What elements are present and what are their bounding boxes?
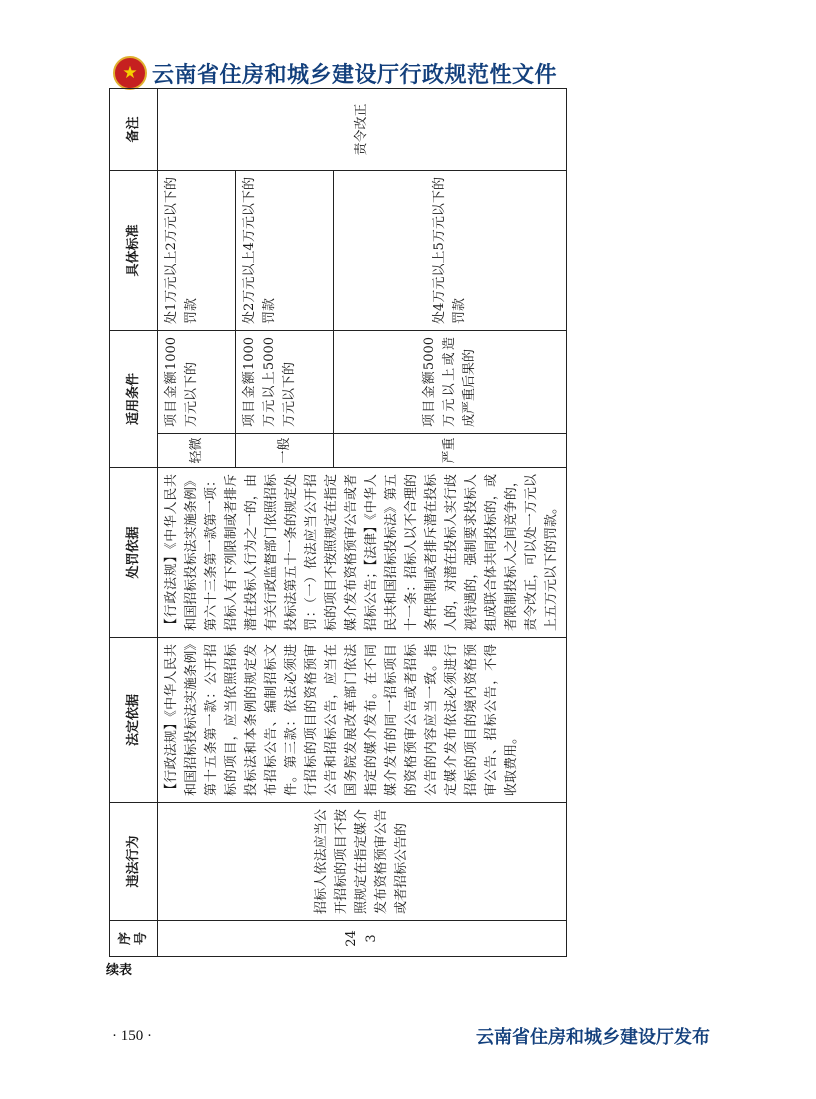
- row-legal-basis: 【行政法规】《中华人民共和国招标投标法实施条例》第十五条第一款：公开招标的项目，应当依照招标投标法和本条例的规定发布招标公告、编制招标文件。第三款：依法必须进行招标的项目的资格预审公告和招标公告，应当在国务院发展改革部门依法指定的媒介发布。在不同媒介发布的同一招标项目的资格预审公告或者招标公告的内容应当一致。指定媒介发布依法必须进行招标的项目的境内资格预审公告、招标公告，不得收取费用。: [158, 638, 567, 803]
- condition-minor: 项目金额1000万元以下的: [158, 330, 236, 433]
- condition-general: 项目金额1000万元以上5000万元以下的: [236, 330, 334, 433]
- row-remark: 责令改正: [158, 88, 567, 170]
- col-header-penalty-basis: 处罚依据: [110, 468, 158, 638]
- page-number: · 150 ·: [112, 1028, 152, 1044]
- row-seq: 243: [158, 921, 567, 957]
- degree-serious: [334, 434, 567, 468]
- row-violation: 招标人依法应当公开招标的项目不按照规定在指定媒介发布资格预审公告或者招标公告的: [158, 803, 567, 921]
- footer-publisher: 云南省住房和城乡建设厅发布: [476, 1027, 710, 1048]
- condition-serious: 项目金额5000万元以上或造成严重后果的: [334, 330, 567, 433]
- degree-serious-label: 严重: [442, 437, 457, 464]
- col-header-violation: 违法行为: [110, 803, 158, 921]
- national-emblem-icon: ★: [113, 56, 147, 90]
- col-header-legal-basis: 法定依据: [110, 638, 158, 803]
- standard-general: 处2万元以上4万元以下的罚款: [236, 170, 334, 330]
- degree-general-label: 一般: [276, 437, 292, 464]
- col-header-remark: 备注: [110, 88, 158, 170]
- rotated-table-wrapper: [109, 89, 561, 957]
- col-header-seq: 序号: [110, 921, 158, 957]
- col-header-standard: 具体标准: [110, 170, 158, 330]
- degree-minor: [158, 434, 236, 468]
- row-penalty-basis: 【行政法规】《中华人民共和国招标投标法实施条例》第六十三条第一款第一项：招标人有下列限制或者排斥潜在投标人行为之一的，由有关行政监督部门依照招标投标法第五十一条的规定处罚：（一）依法应当公开招标的项目不按照规定在指定媒介发布资格预审公告或者招标公告；【法律】《中华人民共和国招标投标法》第五十一条：招标人以不合理的条件限制或者排斥潜在投标人的，对潜在投标人实行歧视待遇的，强制要求投标人组成联合体共同投标的，或者限制投标人之间竞争的，责令改正，可以处一万元以上五万元以下的罚款。: [158, 468, 567, 638]
- degree-general: [236, 434, 334, 468]
- document-series-title: 云南省住房和城乡建设厅行政规范性文件: [152, 63, 558, 88]
- degree-minor-label: 轻微: [188, 437, 204, 464]
- standard-minor: 处1万元以上2万元以下的罚款: [158, 170, 236, 330]
- col-header-conditions: 适用条件: [110, 330, 158, 467]
- penalty-standard-table: [109, 88, 567, 957]
- continued-table-label: 续表: [106, 963, 133, 978]
- standard-serious: 处4万元以上5万元以下的罚款: [334, 170, 567, 330]
